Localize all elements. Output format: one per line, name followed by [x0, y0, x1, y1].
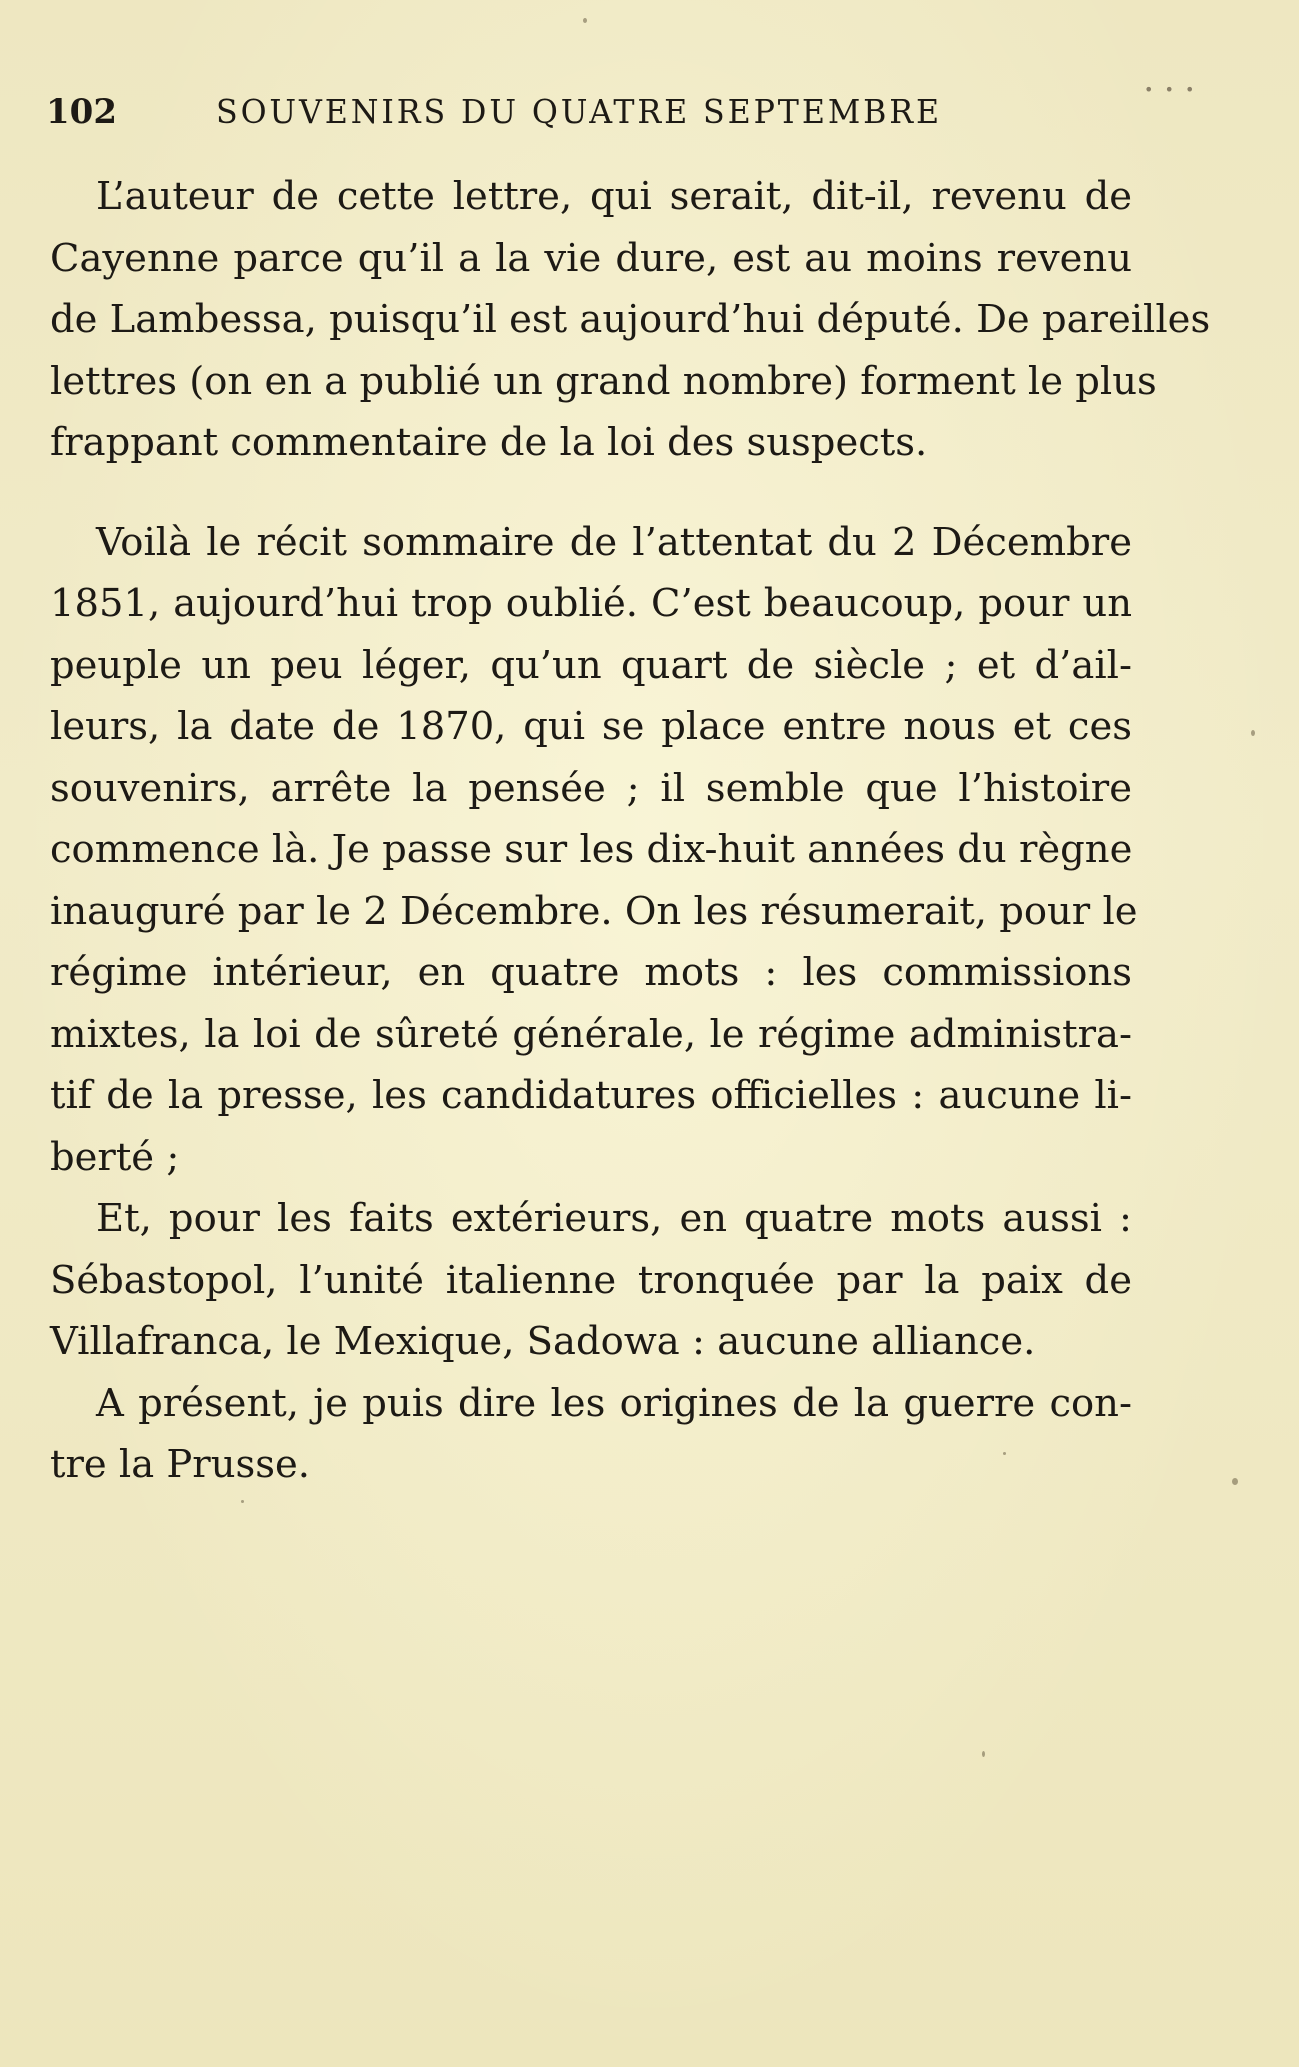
text-line: Sébastopol, l’unité italienne tronquée par la paix de: [50, 1257, 1132, 1303]
paper-speck: [241, 1500, 244, 1503]
paragraph: [50, 512, 1138, 1189]
paragraph: [50, 166, 1211, 474]
text-line: tre la Prusse.: [50, 1442, 311, 1487]
text-line: leurs, la date de 1870, qui se place entre nous et ces: [50, 704, 1132, 749]
text-line: A présent, je puis dire les origines de la guerre con-: [96, 1380, 1132, 1426]
text-line: berté ;: [50, 1134, 180, 1180]
text-line: frappant commentaire de la loi des suspects.: [50, 420, 928, 465]
text-line: mixtes, la loi de sûreté générale, le régime administra-: [50, 1011, 1132, 1057]
running-title: SOUVENIRS DU QUATRE SEPTEMBRE: [216, 92, 943, 131]
text-line: lettres (on en a publié un grand nombre) forment le plus: [50, 358, 1157, 404]
paper-speck: [1251, 730, 1255, 736]
page-number: 102: [46, 92, 117, 132]
paper-speck: [982, 1751, 985, 1757]
text-line: de Lambessa, puisqu’il est aujourd’hui député. De pareilles: [50, 297, 1211, 342]
page-header: [46, 88, 1146, 136]
paragraph: [50, 1188, 1132, 1373]
margin-dots: • • •: [1144, 80, 1198, 99]
text-line: tif de la presse, les candidatures officielles : aucune li-: [50, 1073, 1132, 1118]
text-line: Cayenne parce qu’il a la vie dure, est au moins revenu: [50, 235, 1132, 281]
text-line: souvenirs, arrête la pensée ; il semble que l’histoire: [50, 765, 1132, 811]
paper-speck: [583, 18, 587, 23]
text-line: inauguré par le 2 Décembre. On les résumerait, pour le: [50, 888, 1138, 934]
text-line: commence là. Je passe sur les dix-huit années du règne: [50, 827, 1133, 872]
text-line: Voilà le récit sommaire de l’attentat du 2 Décembre: [96, 519, 1132, 565]
page-body: [50, 166, 1211, 1496]
text-line: Villafranca, le Mexique, Sadowa : aucune alliance.: [50, 1319, 1036, 1364]
text-line: 1851, aujourd’hui trop oublié. C’est beaucoup, pour un: [50, 581, 1132, 626]
text-line: Et, pour les faits extérieurs, en quatre mots aussi :: [96, 1196, 1132, 1241]
paper-speck: [1232, 1478, 1238, 1485]
text-line: régime intérieur, en quatre mots : les commissions: [50, 950, 1132, 995]
text-line: peuple un peu léger, qu’un quart de siècle ; et d’ail-: [50, 642, 1132, 688]
text-line: L’auteur de cette lettre, qui serait, dit-il, revenu de: [96, 174, 1132, 219]
paragraph: [50, 1373, 1132, 1496]
paragraph-gap: [50, 474, 1132, 512]
